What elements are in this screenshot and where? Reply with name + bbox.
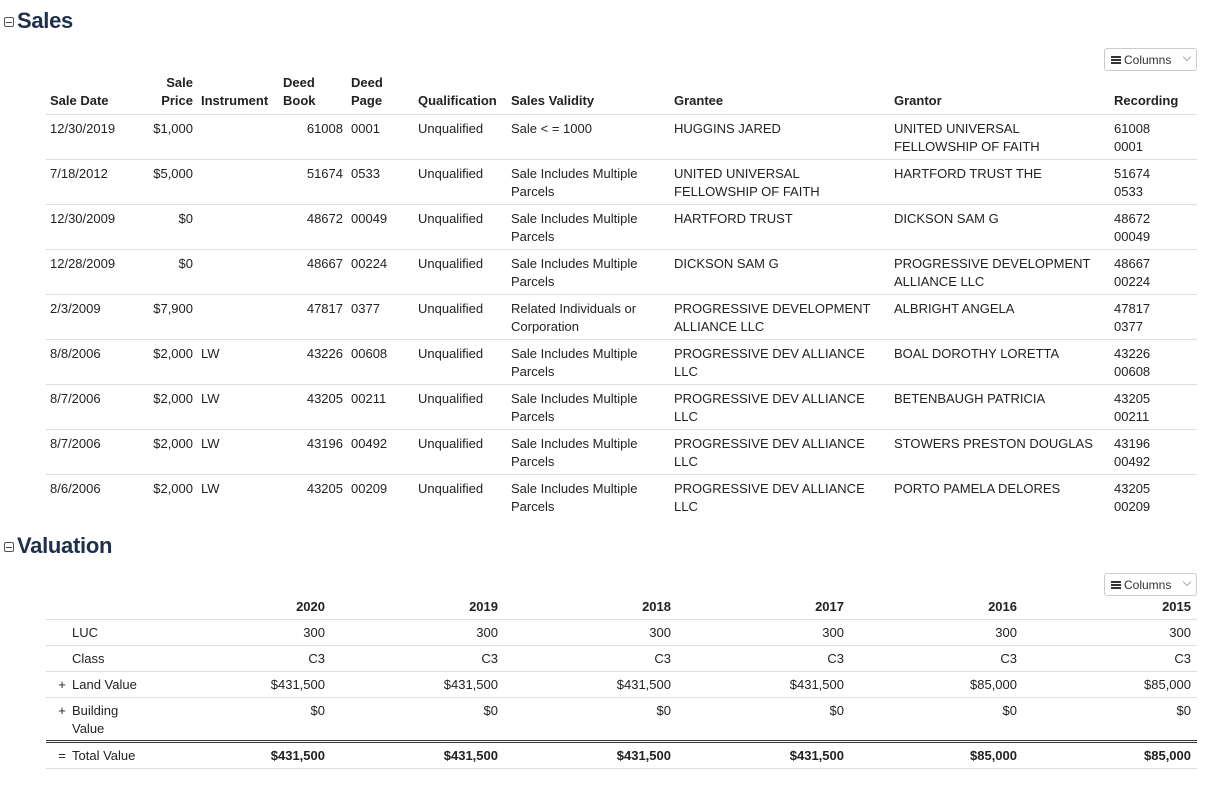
cell-instrument	[197, 160, 279, 205]
year-header[interactable]: 2016	[988, 599, 1017, 614]
header-deed-book[interactable]: Deed Book	[283, 75, 316, 108]
cell-qualification: Unqualified	[414, 475, 507, 520]
row-label	[46, 672, 158, 698]
value-cell: $0	[1023, 698, 1197, 742]
cell-recording	[1110, 205, 1197, 250]
cell-deed-book: 61008	[279, 115, 347, 160]
row-label	[46, 698, 158, 742]
header-qualification[interactable]: Qualification	[418, 93, 497, 108]
cell-grantee: DICKSON SAM G	[670, 250, 890, 295]
cell-instrument: LW	[197, 385, 279, 430]
row-label	[46, 742, 158, 769]
cell-recording	[1110, 475, 1197, 520]
value-cell: C3	[504, 646, 677, 672]
sales-columns-button[interactable]	[1104, 48, 1197, 71]
cell-grantor: STOWERS PRESTON DOUGLAS	[890, 430, 1110, 475]
valuation-row	[46, 742, 1197, 769]
recording-page: 00492	[1114, 453, 1151, 469]
cell-instrument	[197, 115, 279, 160]
cell-qualification: Unqualified	[414, 430, 507, 475]
year-header[interactable]: 2020	[296, 599, 325, 614]
cell-deed-page: 00209	[347, 475, 414, 520]
cell-grantor: DICKSON SAM G	[890, 205, 1110, 250]
cell-grantor: BETENBAUGH PATRICIA	[890, 385, 1110, 430]
valuation-table	[46, 598, 1197, 769]
cell-grantee: UNITED UNIVERSAL FELLOWSHIP OF FAITH	[670, 160, 890, 205]
cell-sale-price: $0	[142, 205, 197, 250]
value-cell: $431,500	[331, 672, 504, 698]
header-deed-page[interactable]: Deed Page	[351, 75, 383, 108]
cell-sale-date: 2/3/2009	[46, 295, 142, 340]
cell-sale-date: 12/28/2009	[46, 250, 142, 295]
cell-sale-date: 8/6/2006	[46, 475, 142, 520]
row-label-text: Building Value	[72, 703, 119, 736]
cell-sale-price: $2,000	[142, 340, 197, 385]
cell-deed-book: 48667	[279, 250, 347, 295]
row-label	[46, 620, 158, 646]
header-instrument[interactable]: Instrument	[201, 93, 269, 108]
row-label-text: Class	[72, 651, 105, 666]
cell-instrument	[197, 205, 279, 250]
value-cell: $0	[158, 698, 331, 742]
cell-sales-validity: Sale Includes Multiple Parcels	[507, 475, 670, 520]
valuation-row	[46, 620, 1197, 646]
cell-recording	[1110, 115, 1197, 160]
value-cell: $0	[850, 698, 1023, 742]
recording-book: 51674	[1114, 166, 1151, 181]
collapse-icon[interactable]	[4, 17, 14, 27]
row-label-text: Land Value	[72, 677, 137, 692]
cell-qualification: Unqualified	[414, 205, 507, 250]
row-label-text: Total Value	[72, 748, 136, 763]
sales-title: Sales	[17, 8, 73, 33]
cell-deed-page: 00224	[347, 250, 414, 295]
value-cell: $85,000	[850, 742, 1023, 769]
cell-deed-book: 47817	[279, 295, 347, 340]
value-cell: 300	[677, 620, 850, 646]
recording-page: 00608	[1114, 363, 1151, 379]
cell-recording	[1110, 430, 1197, 475]
cell-instrument: LW	[197, 340, 279, 385]
chevron-down-icon	[1183, 53, 1191, 61]
cell-recording	[1110, 250, 1197, 295]
cell-recording	[1110, 160, 1197, 205]
value-cell: $431,500	[677, 742, 850, 769]
table-row[interactable]	[46, 160, 1197, 205]
valuation-header-row	[46, 598, 1197, 620]
recording-book: 48667	[1114, 256, 1151, 271]
table-row[interactable]	[46, 205, 1197, 250]
cell-grantee: PROGRESSIVE DEV ALLIANCE LLC	[670, 340, 890, 385]
value-cell: $431,500	[158, 672, 331, 698]
value-cell: $0	[677, 698, 850, 742]
year-header[interactable]: 2018	[642, 599, 671, 614]
value-cell: 300	[504, 620, 677, 646]
year-header[interactable]: 2017	[815, 599, 844, 614]
cell-deed-page: 00492	[347, 430, 414, 475]
cell-instrument	[197, 295, 279, 340]
recording-page: 00049	[1114, 228, 1151, 244]
value-cell: C3	[850, 646, 1023, 672]
cell-recording	[1110, 340, 1197, 385]
table-row[interactable]	[46, 115, 1197, 160]
cell-deed-page: 0001	[347, 115, 414, 160]
table-row[interactable]	[46, 475, 1197, 520]
cell-sale-price: $2,000	[142, 385, 197, 430]
cell-sale-price: $1,000	[142, 115, 197, 160]
cell-sales-validity: Sale Includes Multiple Parcels	[507, 250, 670, 295]
cell-instrument: LW	[197, 475, 279, 520]
cell-sale-price: $2,000	[142, 430, 197, 475]
value-cell: $85,000	[1023, 742, 1197, 769]
recording-page: 0377	[1114, 318, 1143, 334]
header-grantor[interactable]: Grantor	[894, 93, 942, 108]
recording-book: 43205	[1114, 391, 1151, 406]
cell-grantor: UNITED UNIVERSAL FELLOWSHIP OF FAITH	[890, 115, 1110, 160]
recording-page: 00209	[1114, 498, 1151, 514]
cell-qualification: Unqualified	[414, 250, 507, 295]
value-cell: $85,000	[1023, 672, 1197, 698]
cell-sale-date: 12/30/2019	[46, 115, 142, 160]
cell-sale-price: $5,000	[142, 160, 197, 205]
header-recording[interactable]: Recording	[1114, 93, 1179, 108]
cell-sale-date: 8/7/2006	[46, 430, 142, 475]
cell-deed-page: 0533	[347, 160, 414, 205]
cell-grantee: PROGRESSIVE DEV ALLIANCE LLC	[670, 385, 890, 430]
columns-label: Columns	[1124, 577, 1172, 592]
cell-deed-page: 0377	[347, 295, 414, 340]
cell-grantee: PROGRESSIVE DEV ALLIANCE LLC	[670, 430, 890, 475]
value-cell: $431,500	[504, 742, 677, 769]
cell-qualification: Unqualified	[414, 295, 507, 340]
cell-sales-validity: Sale Includes Multiple Parcels	[507, 385, 670, 430]
table-row[interactable]	[46, 295, 1197, 340]
cell-sale-price: $0	[142, 250, 197, 295]
valuation-row	[46, 698, 1197, 742]
row-operator: +	[58, 677, 66, 692]
row-label-text: LUC	[72, 625, 99, 640]
table-row[interactable]	[46, 340, 1197, 385]
table-row[interactable]	[46, 385, 1197, 430]
valuation-columns-button[interactable]	[1104, 573, 1197, 596]
recording-book: 61008	[1114, 121, 1151, 136]
cell-deed-book: 43226	[279, 340, 347, 385]
cell-qualification: Unqualified	[414, 115, 507, 160]
cell-deed-book: 51674	[279, 160, 347, 205]
row-operator: +	[58, 703, 66, 718]
recording-page: 00224	[1114, 273, 1151, 289]
cell-grantor: PORTO PAMELA DELORES	[890, 475, 1110, 520]
cell-deed-book: 43196	[279, 430, 347, 475]
cell-sale-price: $7,900	[142, 295, 197, 340]
recording-book: 43226	[1114, 346, 1151, 361]
row-label	[46, 646, 158, 672]
value-cell: $85,000	[850, 672, 1023, 698]
cell-grantee: HUGGINS JARED	[670, 115, 890, 160]
cell-instrument	[197, 250, 279, 295]
cell-deed-page: 00608	[347, 340, 414, 385]
cell-sale-date: 8/7/2006	[46, 385, 142, 430]
valuation-row	[46, 672, 1197, 698]
value-cell: $0	[331, 698, 504, 742]
year-header[interactable]: 2015	[1162, 599, 1191, 614]
value-cell: C3	[331, 646, 504, 672]
value-cell: C3	[1023, 646, 1197, 672]
cell-grantor: BOAL DOROTHY LORETTA	[890, 340, 1110, 385]
table-row[interactable]	[46, 250, 1197, 295]
year-header[interactable]: 2019	[469, 599, 498, 614]
cell-deed-page: 00049	[347, 205, 414, 250]
value-cell: $0	[504, 698, 677, 742]
recording-page: 0001	[1114, 138, 1143, 154]
cell-deed-book: 43205	[279, 475, 347, 520]
cell-grantee: PROGRESSIVE DEVELOPMENT ALLIANCE LLC	[670, 295, 890, 340]
cell-sales-validity: Related Individuals or Corporation	[507, 295, 670, 340]
value-cell: $431,500	[158, 742, 331, 769]
cell-sale-date: 7/18/2012	[46, 160, 142, 205]
header-sales-validity[interactable]: Sales Validity	[511, 93, 595, 108]
header-sale-date[interactable]: Sale Date	[50, 93, 109, 108]
cell-grantee: PROGRESSIVE DEV ALLIANCE LLC	[670, 475, 890, 520]
cell-sales-validity: Sale Includes Multiple Parcels	[507, 160, 670, 205]
cell-sales-validity: Sale Includes Multiple Parcels	[507, 430, 670, 475]
value-cell: C3	[677, 646, 850, 672]
cell-sale-date: 8/8/2006	[46, 340, 142, 385]
cell-sale-price: $2,000	[142, 475, 197, 520]
cell-grantor: ALBRIGHT ANGELA	[890, 295, 1110, 340]
list-icon	[1111, 580, 1121, 590]
recording-book: 43196	[1114, 436, 1151, 451]
row-operator: =	[58, 748, 66, 763]
sales-table	[46, 74, 1197, 519]
recording-book: 48672	[1114, 211, 1151, 226]
header-grantee[interactable]: Grantee	[674, 93, 724, 108]
value-cell: 300	[850, 620, 1023, 646]
value-cell: $431,500	[504, 672, 677, 698]
value-cell: 300	[158, 620, 331, 646]
columns-label: Columns	[1124, 52, 1172, 67]
cell-grantor: PROGRESSIVE DEVELOPMENT ALLIANCE LLC	[890, 250, 1110, 295]
header-sale-price[interactable]: Sale Price	[161, 75, 193, 108]
cell-sales-validity: Sale Includes Multiple Parcels	[507, 205, 670, 250]
sales-header[interactable]	[4, 8, 73, 34]
list-icon	[1111, 55, 1121, 65]
collapse-icon[interactable]	[4, 542, 14, 552]
cell-deed-book: 43205	[279, 385, 347, 430]
value-cell: C3	[158, 646, 331, 672]
cell-recording	[1110, 295, 1197, 340]
recording-page: 00211	[1114, 408, 1150, 424]
cell-qualification: Unqualified	[414, 160, 507, 205]
cell-instrument: LW	[197, 430, 279, 475]
cell-qualification: Unqualified	[414, 385, 507, 430]
value-cell: 300	[331, 620, 504, 646]
valuation-header[interactable]	[4, 533, 112, 559]
recording-book: 47817	[1114, 301, 1151, 316]
value-cell: 300	[1023, 620, 1197, 646]
cell-recording	[1110, 385, 1197, 430]
cell-deed-page: 00211	[347, 385, 414, 430]
cell-sales-validity: Sale Includes Multiple Parcels	[507, 340, 670, 385]
cell-grantee: HARTFORD TRUST	[670, 205, 890, 250]
valuation-title: Valuation	[17, 533, 113, 558]
cell-qualification: Unqualified	[414, 340, 507, 385]
valuation-row	[46, 646, 1197, 672]
cell-grantor: HARTFORD TRUST THE	[890, 160, 1110, 205]
chevron-down-icon	[1183, 578, 1191, 586]
value-cell: $431,500	[331, 742, 504, 769]
cell-sale-date: 12/30/2009	[46, 205, 142, 250]
table-row[interactable]	[46, 430, 1197, 475]
cell-deed-book: 48672	[279, 205, 347, 250]
recording-book: 43205	[1114, 481, 1151, 496]
sales-header-row	[46, 74, 1197, 115]
cell-sales-validity: Sale < = 1000	[507, 115, 670, 160]
value-cell: $431,500	[677, 672, 850, 698]
recording-page: 0533	[1114, 183, 1143, 199]
